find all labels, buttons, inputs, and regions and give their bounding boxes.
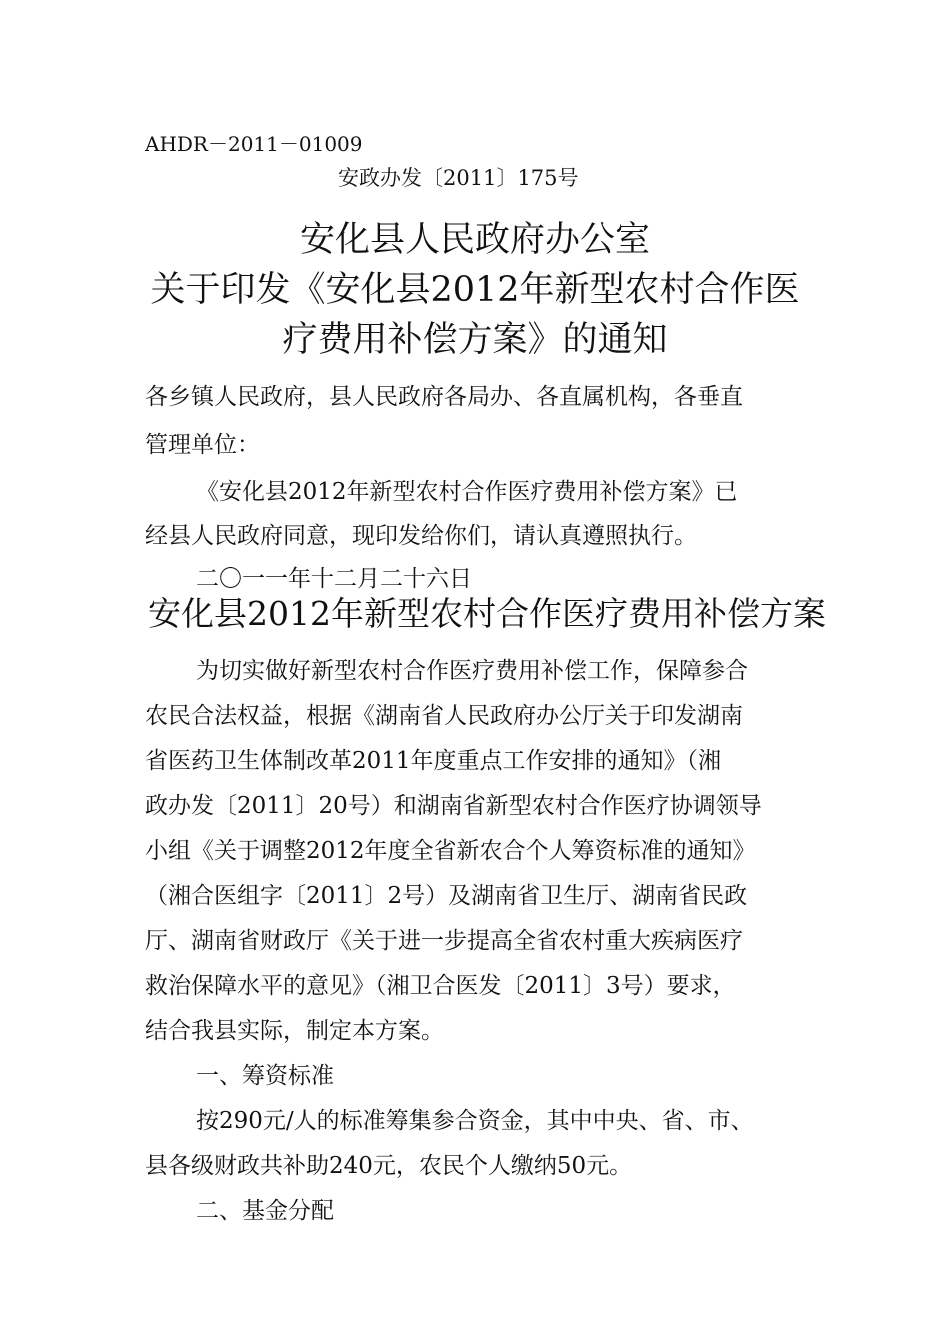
recipients-line1: 各乡镇人民政府，县人民政府各局办、各直属机构，各垂直: [145, 384, 743, 410]
section-heading-funding: 一、筹资标准: [196, 1063, 334, 1089]
scheme-intro-line: 为切实做好新型农村合作医疗费用补偿工作，保障参合: [196, 658, 748, 684]
notice-title-line3: 疗费用补偿方案》的通知: [282, 320, 668, 360]
funding-line: 县各级财政共补助240元，农民个人缴纳50元。: [145, 1153, 633, 1179]
scheme-title: 安化县2012年新型农村合作医疗费用补偿方案: [148, 594, 826, 633]
doc-code: AHDR－2011－01009: [145, 132, 363, 156]
notice-title-line2: 关于印发《安化县2012年新型农村合作医: [150, 270, 800, 310]
doc-number: 安政办发〔2011〕175号: [338, 166, 579, 190]
section-heading-allocation: 二、基金分配: [196, 1198, 334, 1224]
scheme-intro-line: 救治保障水平的意见》（湘卫合医发〔2011〕3号）要求，: [145, 973, 736, 999]
notice-date: 二〇一一年十二月二十六日: [196, 566, 472, 592]
scheme-intro-line: 结合我县实际，制定本方案。: [145, 1018, 444, 1044]
funding-line: 按290元/人的标准筹集参合资金，其中中央、省、市、: [196, 1108, 754, 1134]
scheme-intro-line: 厅、湖南省财政厅《关于进一步提高全省农村重大疾病医疗: [145, 928, 743, 954]
scheme-intro-line: 小组《关于调整2012年度全省新农合个人筹资标准的通知》: [145, 838, 756, 864]
scheme-intro-line: 政办发〔2011〕20号）和湖南省新型农村合作医疗协调领导: [145, 793, 762, 819]
scheme-intro-line: （湘合医组字〔2011〕2号）及湖南省卫生厅、湖南省民政: [145, 883, 748, 909]
recipients-line2: 管理单位：: [145, 432, 260, 458]
scheme-intro-line: 农民合法权益，根据《湖南省人民政府办公厅关于印发湖南: [145, 703, 743, 729]
notice-paragraph-line2: 经县人民政府同意，现印发给你们，请认真遵照执行。: [145, 523, 697, 549]
scheme-intro-line: 省医药卫生体制改革2011年度重点工作安排的通知》（湘: [145, 748, 722, 774]
notice-title-line1: 安化县人民政府办公室: [299, 220, 650, 260]
notice-paragraph-line1: 《安化县2012年新型农村合作医疗费用补偿方案》已: [196, 479, 738, 505]
